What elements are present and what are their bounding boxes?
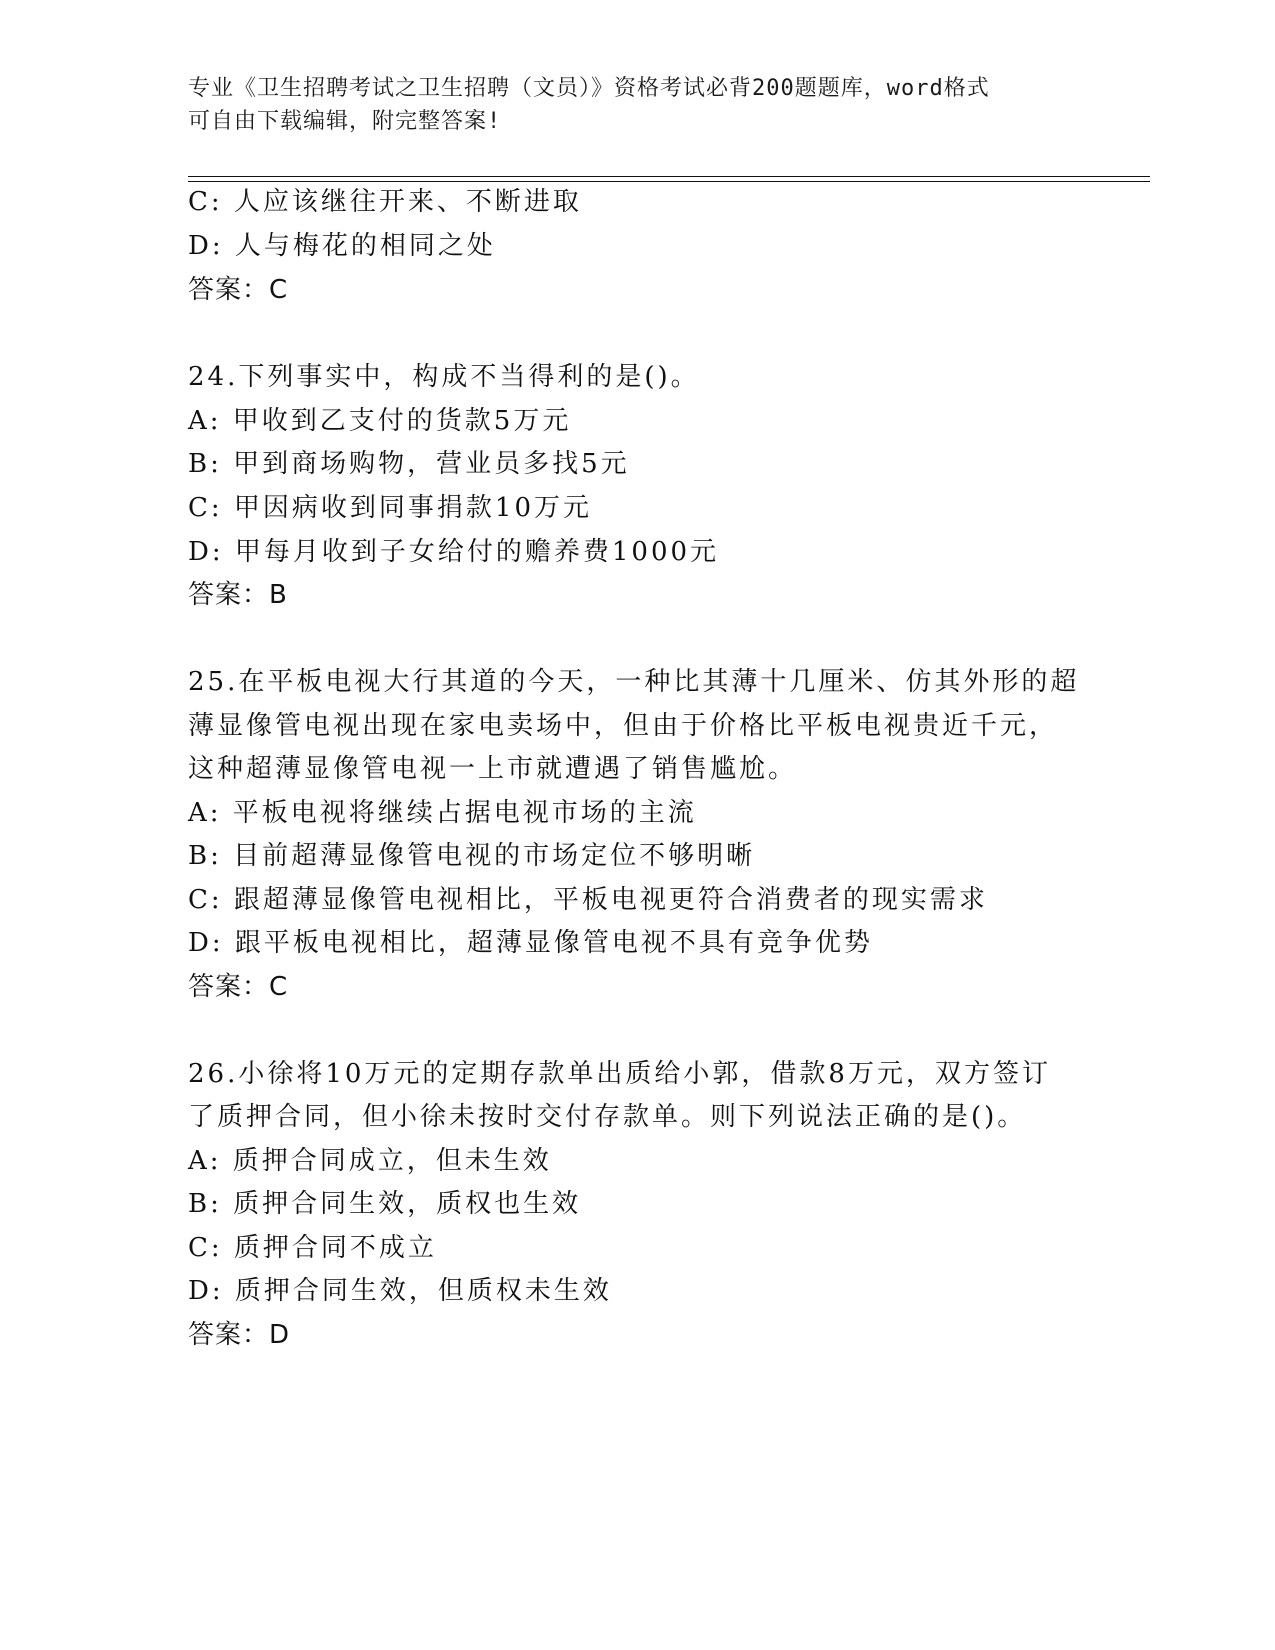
q26-stem-line-1: 26.小徐将10万元的定期存款单出质给小郭，借款8万元，双方签订	[188, 1059, 1051, 1089]
q25-option-a: A: 平板电视将继续占据电视市场的主流	[188, 798, 697, 828]
q23-option-c: C: 人应该继往开来、不断进取	[188, 187, 582, 217]
q25-option-c: C: 跟超薄显像管电视相比，平板电视更符合消费者的现实需求	[188, 885, 988, 915]
q25-option-b: B: 目前超薄显像管电视的市场定位不够明晰	[188, 841, 756, 871]
header-line-1: 专业《卫生招聘考试之卫生招聘（文员）》资格考试必背200题题库，word格式	[188, 76, 990, 101]
q24-option-d: D: 甲每月收到子女给付的赡养费1000元	[188, 537, 720, 567]
q26-stem-line-2: 了质押合同，但小徐未按时交付存款单。则下列说法正确的是()。	[188, 1102, 1027, 1132]
q25-option-d: D: 跟平板电视相比，超薄显像管电视不具有竞争优势	[188, 928, 873, 958]
q24-option-b: B: 甲到商场购物，营业员多找5元	[188, 449, 630, 479]
q25-answer: 答案：C	[188, 972, 289, 1002]
header-divider-top	[188, 176, 1150, 177]
q24-stem: 24.下列事实中，构成不当得利的是()。	[188, 362, 700, 392]
q25-stem-line-3: 这种超薄显像管电视一上市就遭遇了销售尴尬。	[188, 754, 798, 784]
q26-option-c: C: 质押合同不成立	[188, 1233, 437, 1263]
q24-option-a: A: 甲收到乙支付的货款5万元	[188, 406, 572, 436]
q24-option-c: C: 甲因病收到同事捐款10万元	[188, 493, 593, 523]
q24-answer: 答案：B	[188, 580, 288, 610]
q26-option-b: B: 质押合同生效，质权也生效	[188, 1189, 582, 1219]
q26-option-a: A: 质押合同成立，但未生效	[188, 1146, 552, 1176]
document-header	[188, 72, 1088, 138]
q25-stem-line-2: 薄显像管电视出现在家电卖场中，但由于价格比平板电视贵近千元，	[188, 711, 1059, 741]
q26-option-d: D: 质押合同生效，但质权未生效	[188, 1276, 612, 1306]
q25-stem-line-1: 25.在平板电视大行其道的今天，一种比其薄十几厘米、仿其外形的超	[188, 667, 1080, 697]
q23-answer: 答案：C	[188, 275, 289, 305]
header-divider-bottom	[188, 181, 1150, 182]
q26-answer: 答案：D	[188, 1320, 291, 1350]
header-line-2: 可自由下载编辑，附完整答案!	[188, 109, 502, 134]
q23-option-d: D: 人与梅花的相同之处	[188, 231, 496, 261]
